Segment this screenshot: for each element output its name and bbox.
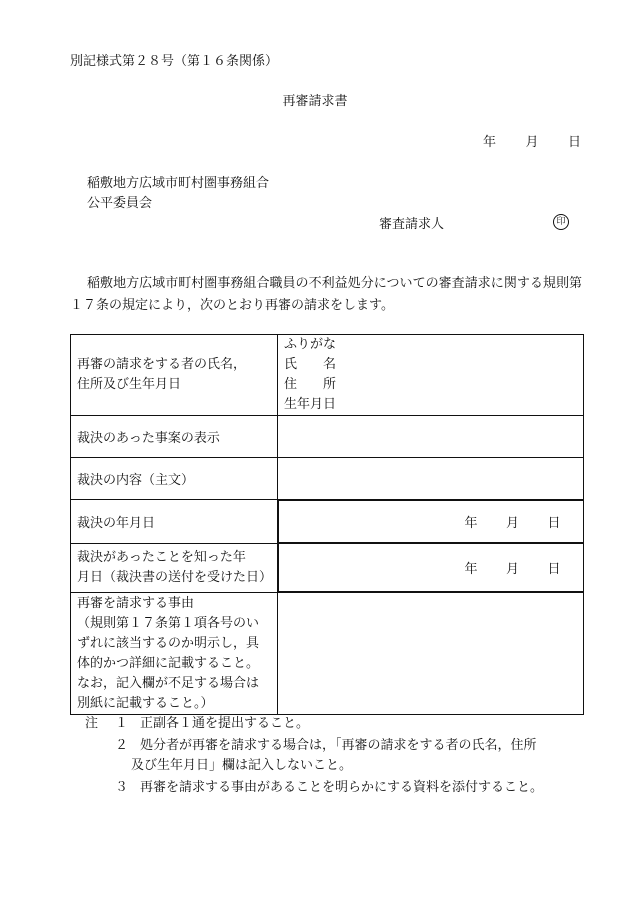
note-2-text-line1: 処分者が再審を請求する場合は，「再審の請求をする者の氏名，住所 [140, 738, 537, 753]
note-3-number: ３ [115, 780, 129, 795]
knew-label-line2: 月日（裁決書の送付を受けた日） [77, 569, 273, 585]
date-month-label: 月 [525, 135, 539, 150]
table-row [71, 543, 584, 593]
form-number: 別記様式第２８号（第１６条関係） [70, 54, 279, 69]
notes-heading: 注 [85, 716, 99, 731]
submission-date [483, 136, 581, 149]
name-label-a: 氏 [284, 357, 298, 372]
decision-day-label: 日 [547, 516, 561, 531]
person-label-line2: 住所及び生年月日 [77, 377, 182, 392]
knew-day-label: 日 [547, 562, 561, 577]
body-paragraph: 稲敷地方広域市町村圏事務組合職員の不利益処分についての審査請求に関する規則第１７条の規定により，次のとおり再審の請求をします。 [70, 276, 582, 313]
reason-label-line5: なお，記入欄が不足する場合は [77, 675, 260, 691]
requester-label: 審査請求人 [379, 217, 445, 232]
person-label-cell [71, 335, 278, 416]
document-title: 再審請求書 [282, 94, 348, 109]
content-label: 裁決の内容（主文） [71, 458, 278, 500]
decision-year-label: 年 [464, 516, 478, 531]
date-year-label: 年 [483, 135, 497, 150]
table-row [71, 335, 584, 416]
date-day-label: 日 [567, 135, 581, 150]
addressee-organization: 稲敷地方広域市町村圏事務組合 [87, 176, 270, 191]
seal-icon: 印 [553, 214, 569, 230]
table-row [71, 416, 584, 458]
address-label [284, 375, 577, 395]
reason-label-line1: 再審を請求する事由 [77, 595, 195, 611]
note-3-text: 再審を請求する事由があることを明らかにする資料を添付すること。 [140, 780, 544, 795]
knew-year-label: 年 [464, 562, 478, 577]
note-2-number: ２ [115, 738, 129, 753]
name-label-b: 名 [322, 357, 336, 372]
note-2-text-line2: 及び生年月日」欄は記入しないこと。 [131, 758, 353, 773]
address-label-a: 住 [284, 377, 298, 392]
person-input-cell[interactable] [278, 335, 584, 416]
case-label: 裁決のあった事案の表示 [71, 416, 278, 458]
table-row [71, 593, 584, 715]
reason-label-cell [71, 593, 278, 715]
content-input-cell[interactable] [278, 458, 584, 500]
table-row [71, 458, 584, 500]
knew-month-label: 月 [505, 562, 519, 577]
table-row [71, 500, 584, 544]
knew-label-line1: 裁決があったことを知った年 [77, 549, 246, 565]
decision-date-label: 裁決の年月日 [71, 500, 278, 544]
note-1-number: １ [115, 716, 129, 731]
addressee-committee: 公平委員会 [87, 196, 153, 211]
name-label [284, 355, 577, 375]
note-1-text: 正副各１通を提出すること。 [140, 716, 310, 731]
furigana-label: ふりがな [284, 337, 337, 352]
decision-month-label: 月 [505, 516, 519, 531]
reason-label-line3: ずれに該当するのか明示し，具 [77, 635, 260, 651]
person-label-line1: 再審の請求をする者の氏名， [77, 357, 247, 372]
reason-label-line6: 別紙に記載すること。） [77, 695, 214, 711]
decision-date-input-cell[interactable] [278, 500, 584, 543]
birthdate-label: 生年月日 [284, 397, 337, 412]
reason-label-line4: 体的かつ詳細に記載すること。 [77, 655, 260, 671]
knew-date-input-cell[interactable] [278, 543, 584, 592]
reason-label-line2: （規則第１７条第１項各号のい [77, 615, 260, 631]
address-label-b: 所 [322, 377, 336, 392]
reason-input-cell[interactable] [278, 593, 584, 715]
request-form-table [70, 334, 584, 715]
case-input-cell[interactable] [278, 416, 584, 458]
knew-date-label-cell [71, 543, 278, 593]
